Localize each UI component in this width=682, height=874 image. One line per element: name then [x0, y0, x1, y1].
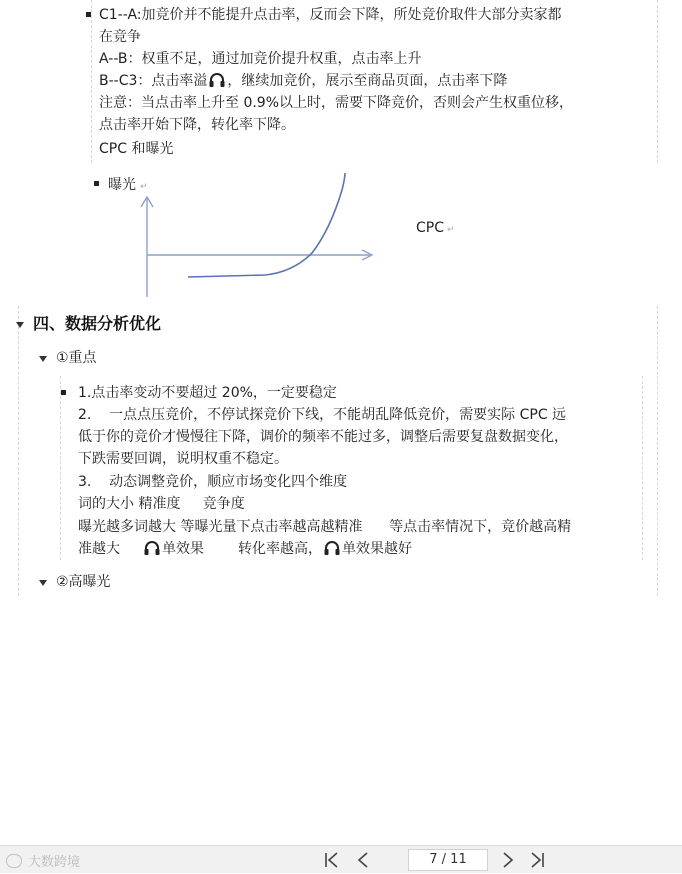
curve — [188, 173, 345, 277]
watermark: 大数跨境 — [6, 851, 80, 870]
svg-text:↵: ↵ — [447, 225, 455, 235]
headphones-icon — [323, 540, 341, 563]
text-line: 2. 一点点压竞价，不停试探竞价下线，不能胡乱降低竞价，需要实际 CPC 远 — [78, 407, 567, 423]
guide-line — [657, 0, 658, 163]
text-line: 在竞争 — [99, 29, 141, 45]
text-line: 低于你的竞价才慢慢往下降，调价的频率不能过多，调整后需要复盘数据变化， — [78, 429, 568, 445]
text-line: 词的大小 精准度 竞争度 — [78, 496, 245, 512]
guide-line — [657, 306, 658, 596]
page-indicator[interactable]: 7 / 11 — [408, 849, 488, 871]
text-line: B--C3：点击率溢 ，继续加竞价，展示至商品页面，点击率下降 — [99, 70, 507, 95]
collapse-toggle-icon[interactable] — [39, 356, 47, 362]
collapse-toggle-icon[interactable] — [39, 580, 47, 586]
text-line: 曝光越多词越大 等曝光量下点击率越高越精准 等点击率情况下，竞价越高精 — [78, 519, 572, 535]
text-line: 注意：当点击率上升至 0.9%以上时，需要下降竞价，否则会产生权重位移， — [99, 95, 574, 111]
text-line: 准越大 单效果 转化率越高， 单效果越好 — [78, 538, 412, 563]
svg-text:↵: ↵ — [140, 182, 148, 192]
guide-line — [18, 306, 19, 596]
bullet — [94, 181, 99, 186]
guide-line — [642, 376, 643, 560]
collapse-toggle-icon[interactable] — [16, 322, 24, 328]
first-page-icon — [322, 850, 342, 870]
text-line: 3. 动态调整竞价，顺应市场变化四个维度 — [78, 474, 348, 490]
cpc-exposure-graph — [100, 165, 480, 305]
guide-line — [91, 0, 92, 163]
last-page-button[interactable] — [527, 850, 547, 870]
first-page-button[interactable] — [322, 850, 342, 870]
guide-line — [60, 376, 61, 560]
x-axis-label: CPC — [416, 220, 444, 236]
watermark-logo-icon — [6, 854, 22, 868]
last-page-icon — [527, 850, 547, 870]
text-line: 1.点击率变动不要超过 20%，一定要稳定 — [78, 385, 337, 401]
prev-page-button[interactable] — [354, 850, 374, 870]
text-line: 点击率开始下降，转化率下降。 — [99, 117, 295, 133]
text-line: A--B：权重不足，通过加竞价提升权重，点击率上升 — [99, 51, 422, 67]
next-page-button[interactable] — [497, 850, 517, 870]
prev-page-icon — [354, 850, 374, 870]
next-page-icon — [497, 850, 517, 870]
y-axis-label: 曝光 — [108, 177, 136, 193]
headphones-icon — [143, 540, 161, 563]
text-line: CPC 和曝光 — [99, 141, 174, 157]
section-heading: 四、数据分析优化 — [33, 314, 162, 333]
pdf-toolbar — [0, 845, 682, 873]
bullet — [86, 12, 91, 17]
subsection-heading: ②高曝光 — [56, 574, 111, 590]
bullet — [61, 390, 66, 395]
text-line: 下跌需要回调，说明权重不稳定。 — [78, 451, 288, 467]
subsection-heading: ①重点 — [56, 350, 97, 366]
text-line: C1--A:加竞价并不能提升点击率，反而会下降，所处竞价取件大部分卖家都 — [99, 7, 562, 23]
